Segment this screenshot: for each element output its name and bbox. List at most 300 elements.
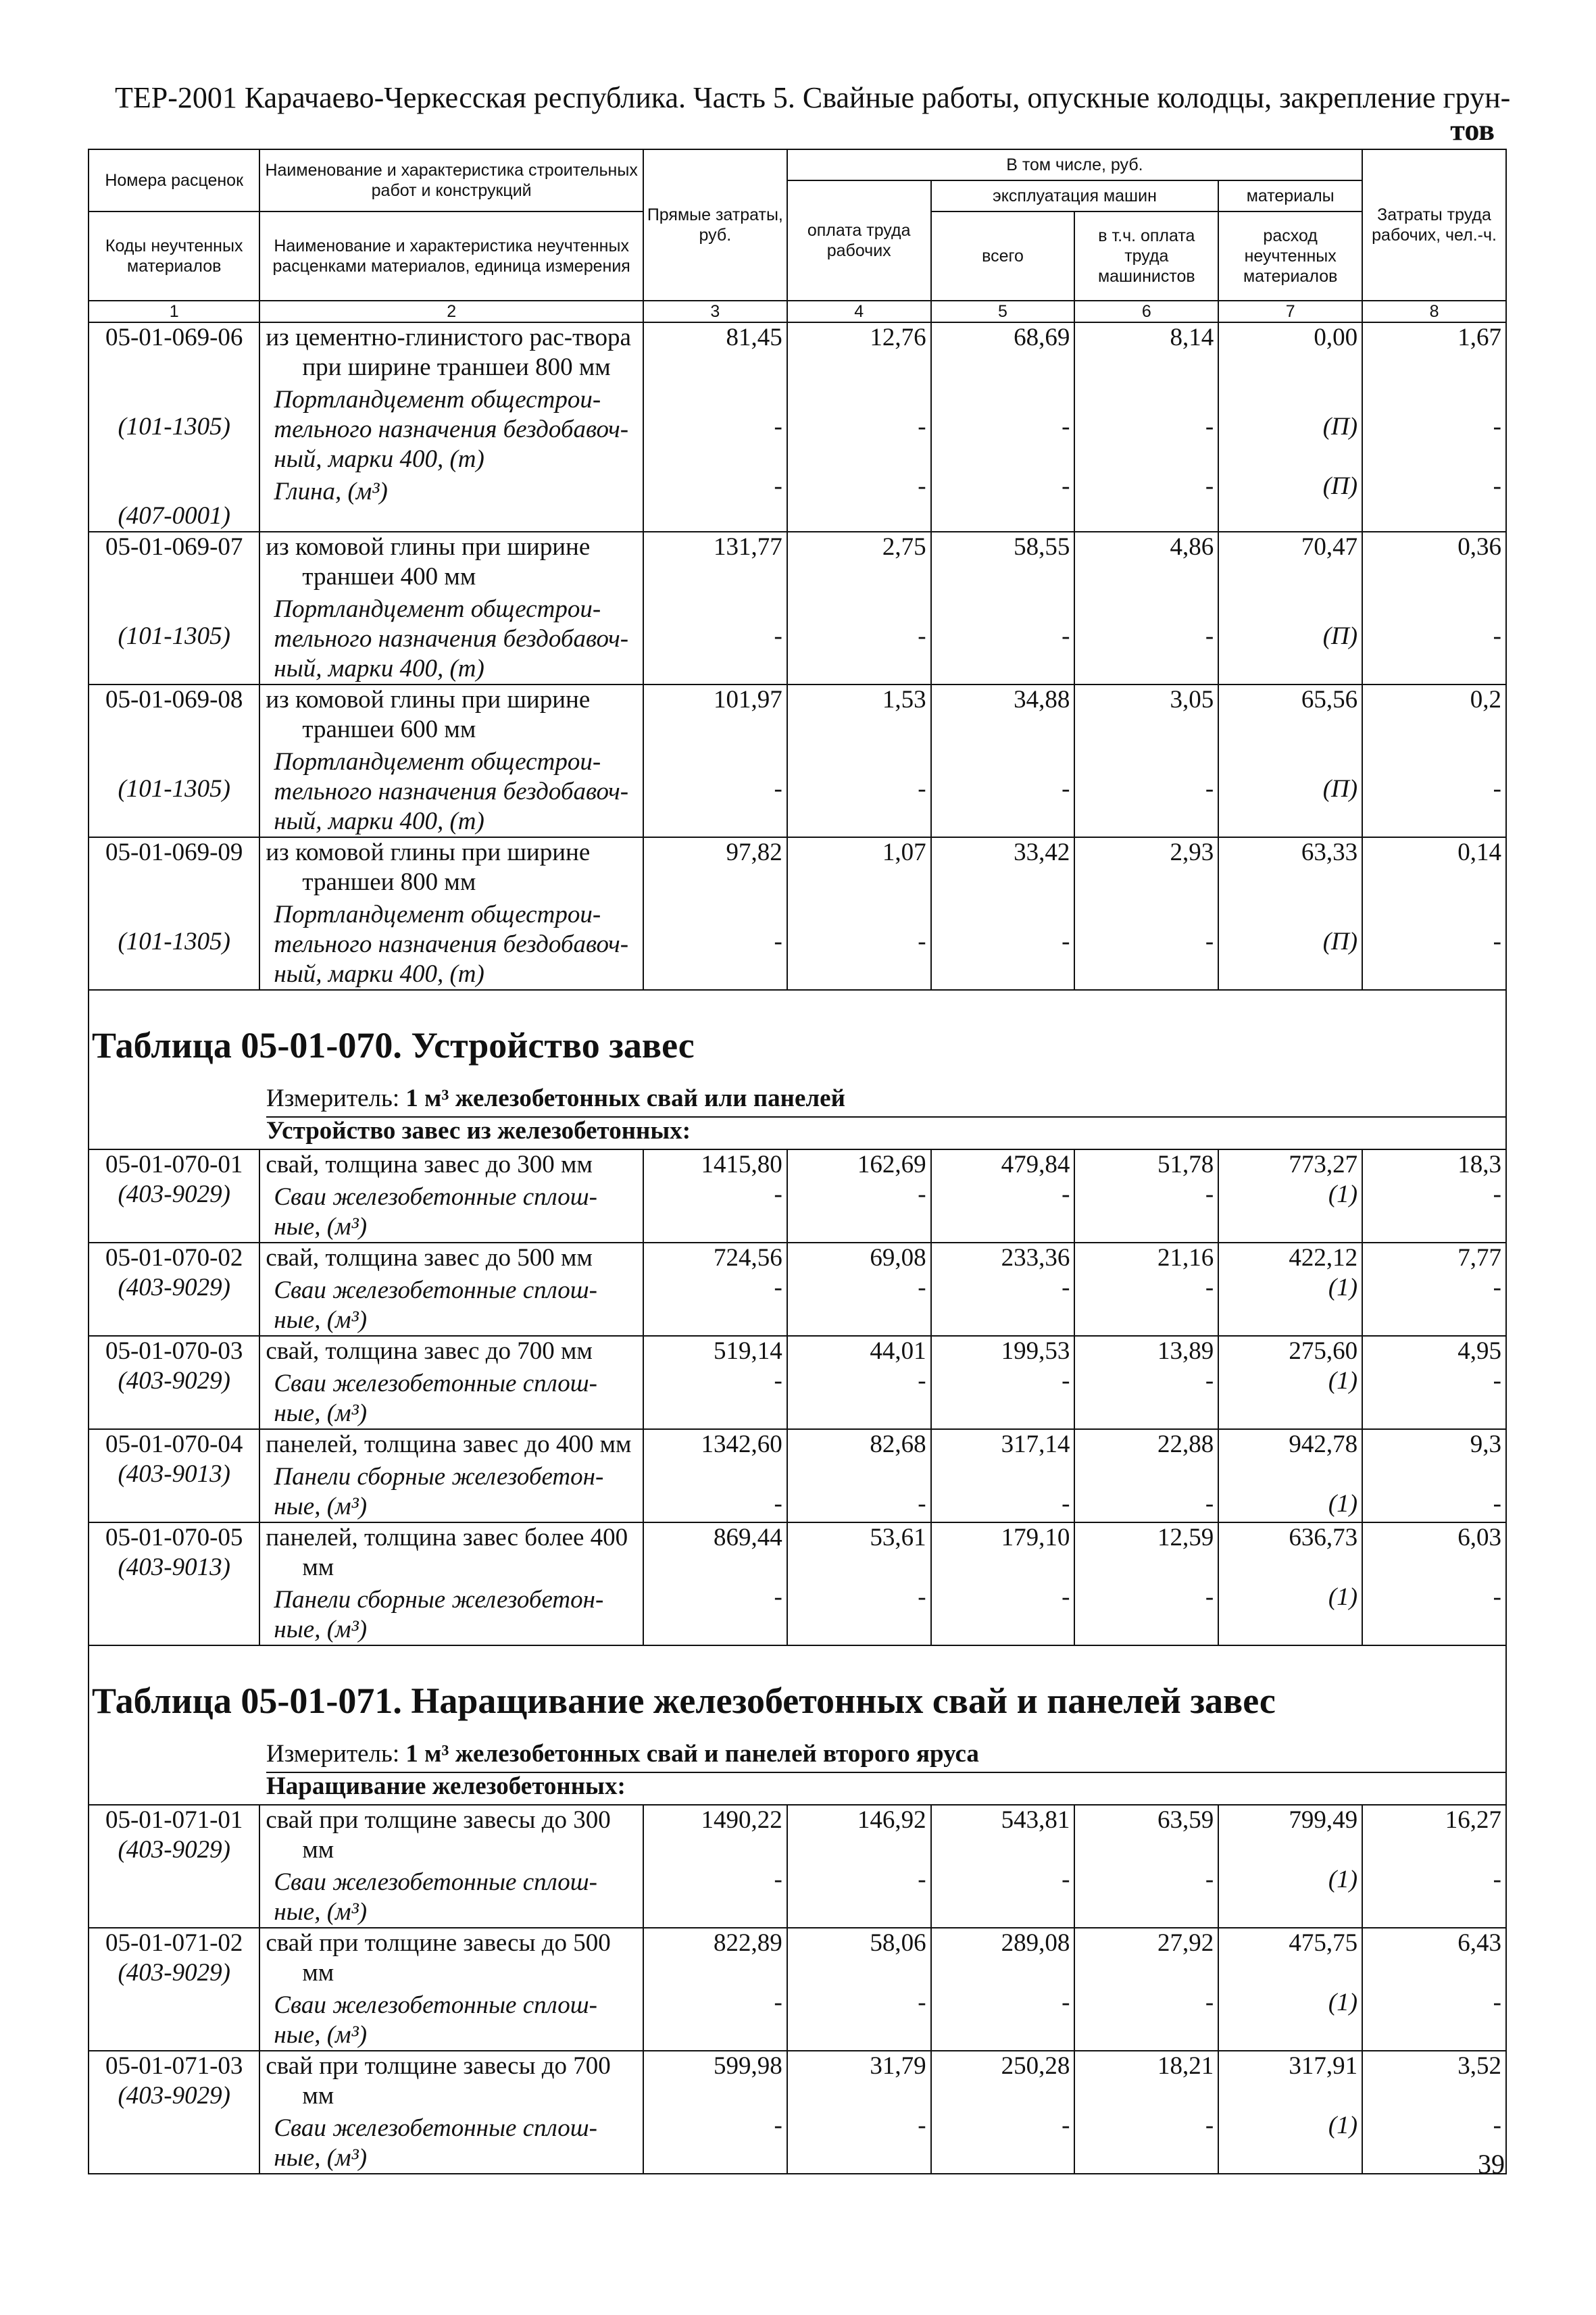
column-numbers-row xyxy=(89,301,1506,322)
cell-value xyxy=(1218,1429,1362,1522)
value: 81,45 xyxy=(726,324,782,351)
dash: - xyxy=(1205,1180,1214,1208)
table-row xyxy=(89,1429,1506,1522)
cell-value xyxy=(1218,837,1362,990)
cell-value xyxy=(1362,1336,1506,1429)
rate-code: 05-01-070-02 xyxy=(105,1244,243,1272)
value: 773,27 xyxy=(1289,1151,1358,1178)
cell-value xyxy=(1074,1149,1218,1243)
col-direct-header: Прямые затраты, руб. xyxy=(643,149,787,301)
col-num: 1 xyxy=(89,301,259,322)
cell-name xyxy=(259,1243,643,1336)
measure-prefix: Измеритель: xyxy=(266,1085,406,1112)
value: 97,82 xyxy=(726,839,782,866)
value: 31,79 xyxy=(870,2052,926,2080)
cell-name xyxy=(259,1522,643,1645)
rule-line xyxy=(266,1772,1507,1773)
dash: - xyxy=(774,622,782,650)
table-row xyxy=(89,684,1506,837)
cell-value xyxy=(643,1928,787,2051)
value: 1490,22 xyxy=(701,1806,782,1834)
value: 18,3 xyxy=(1457,1151,1501,1178)
table-row xyxy=(89,1149,1506,1243)
dash: - xyxy=(1062,928,1070,955)
cell-value xyxy=(643,684,787,837)
value: 3,05 xyxy=(1170,686,1214,714)
value: 724,56 xyxy=(714,1244,782,1272)
value: 16,27 xyxy=(1445,1806,1501,1834)
value: 2,75 xyxy=(882,533,926,561)
cell-value xyxy=(931,322,1075,532)
machines-header: эксплуатация машин xyxy=(931,180,1219,211)
material-flag: (П) xyxy=(1322,775,1358,803)
material-name: Панели сборные железобетон-ные, (м³) xyxy=(274,1586,604,1643)
dash: - xyxy=(774,1274,782,1301)
table-row xyxy=(89,1928,1506,2051)
value: 65,56 xyxy=(1301,686,1358,714)
cell-value xyxy=(643,1336,787,1429)
material-name: Сваи железобетонные сплош-ные, (м³) xyxy=(274,2114,597,2172)
material-code: (403-9013) xyxy=(118,1553,230,1581)
value: 942,78 xyxy=(1289,1430,1358,1458)
dash: - xyxy=(774,1989,782,2016)
material-code: (403-9029) xyxy=(118,2082,230,2110)
dash: - xyxy=(774,1367,782,1395)
value: 179,10 xyxy=(1001,1524,1070,1551)
material-code: (407-0001) xyxy=(118,502,230,530)
col-num: 4 xyxy=(787,301,931,322)
cell-value xyxy=(787,322,931,532)
rate-code: 05-01-070-05 xyxy=(105,1524,243,1551)
cell-value xyxy=(1362,322,1506,532)
dash: - xyxy=(1493,1180,1501,1208)
dash: - xyxy=(1205,1490,1214,1518)
col-workers-header: Затраты труда рабочих, чел.-ч. xyxy=(1362,149,1506,301)
cell-value xyxy=(1218,532,1362,684)
value: 63,33 xyxy=(1301,839,1358,866)
cell-value xyxy=(1074,837,1218,990)
dash: - xyxy=(1205,1583,1214,1611)
cell-code xyxy=(89,1928,259,2051)
dash: - xyxy=(918,472,926,500)
dash: - xyxy=(1062,1180,1070,1208)
value: 275,60 xyxy=(1289,1337,1358,1365)
material-code: (403-9029) xyxy=(118,1836,230,1864)
material-name: Портландцемент общестрои-тельного назначения бездобавоч-ный, марки 400, (т) xyxy=(274,748,629,835)
value: 479,84 xyxy=(1001,1151,1070,1178)
value: 519,14 xyxy=(714,1337,782,1365)
dash: - xyxy=(1062,1583,1070,1611)
value: 0,00 xyxy=(1314,324,1358,351)
value: 18,21 xyxy=(1157,2052,1214,2080)
value: 475,75 xyxy=(1289,1929,1358,1957)
table-row xyxy=(89,2051,1506,2174)
material-name: Сваи железобетонные сплош-ные, (м³) xyxy=(274,1370,597,1427)
cell-value xyxy=(1362,684,1506,837)
page-number: 39 xyxy=(1478,2149,1505,2179)
cell-value xyxy=(1074,1429,1218,1522)
value: 233,36 xyxy=(1001,1244,1070,1272)
cell-value xyxy=(1218,1336,1362,1429)
value: 12,76 xyxy=(870,324,926,351)
value: 51,78 xyxy=(1157,1151,1214,1178)
cell-value xyxy=(1074,532,1218,684)
work-name: свай при толщине завесы до 700 мм xyxy=(266,2052,611,2110)
cell-value xyxy=(1362,1429,1506,1522)
table-row xyxy=(89,1805,1506,1928)
col-num: 7 xyxy=(1218,301,1362,322)
cell-value xyxy=(643,1522,787,1645)
rate-code: 05-01-071-02 xyxy=(105,1929,243,1957)
dash: - xyxy=(1062,1490,1070,1518)
cell-value xyxy=(1074,1805,1218,1928)
rate-code: 05-01-069-09 xyxy=(105,839,243,866)
material-code: (403-9029) xyxy=(118,1274,230,1301)
cell-value xyxy=(643,1429,787,1522)
cell-value xyxy=(1218,684,1362,837)
value: 53,61 xyxy=(870,1524,926,1551)
rate-code: 05-01-070-04 xyxy=(105,1430,243,1458)
rate-code: 05-01-071-03 xyxy=(105,2052,243,2080)
material-flag: (1) xyxy=(1328,1490,1358,1518)
value: 599,98 xyxy=(714,2052,782,2080)
value: 1,53 xyxy=(882,686,926,714)
dash: - xyxy=(918,1274,926,1301)
cell-code xyxy=(89,1522,259,1645)
dash: - xyxy=(1062,1866,1070,1893)
value: 2,93 xyxy=(1170,839,1214,866)
price-table-070 xyxy=(88,1149,1507,1646)
value: 68,69 xyxy=(1014,324,1070,351)
material-code: (403-9029) xyxy=(118,1959,230,1987)
dash: - xyxy=(1205,1989,1214,2016)
material-code: (101-1305) xyxy=(118,622,230,650)
value: 1,67 xyxy=(1457,324,1501,351)
cell-value xyxy=(1074,1928,1218,2051)
value: 317,14 xyxy=(1001,1430,1070,1458)
running-header-continuation: тов xyxy=(1450,114,1495,147)
value: 44,01 xyxy=(870,1337,926,1365)
dash: - xyxy=(1205,775,1214,803)
cell-value xyxy=(931,2051,1075,2174)
cell-value xyxy=(1074,322,1218,532)
cell-value xyxy=(931,532,1075,684)
value: 9,3 xyxy=(1470,1430,1501,1458)
cell-value xyxy=(1218,1805,1362,1928)
cell-value xyxy=(643,837,787,990)
dash: - xyxy=(774,472,782,500)
dash: - xyxy=(774,775,782,803)
cell-value xyxy=(787,1928,931,2051)
material-code: (403-9029) xyxy=(118,1367,230,1395)
material-code: (101-1305) xyxy=(118,775,230,803)
cell-value xyxy=(1218,1149,1362,1243)
cell-value xyxy=(1074,1243,1218,1336)
cell-value xyxy=(1218,1522,1362,1645)
cell-value xyxy=(1362,1805,1506,1928)
cell-value xyxy=(1074,1522,1218,1645)
work-name: свай, толщина завес до 700 мм xyxy=(266,1337,593,1365)
value: 27,92 xyxy=(1157,1929,1214,1957)
cell-value xyxy=(787,1805,931,1928)
material-flag: (1) xyxy=(1328,1367,1358,1395)
dash: - xyxy=(774,928,782,955)
col-name-header: Наименование и характеристика строительных работ и конструкций xyxy=(259,149,643,211)
material-name: Портландцемент общестрои-тельного назначения бездобавоч-ный, марки 400, (т) xyxy=(274,386,629,473)
material-flag: (1) xyxy=(1328,2112,1358,2139)
value: 4,86 xyxy=(1170,533,1214,561)
cell-code xyxy=(89,1243,259,1336)
cell-code xyxy=(89,684,259,837)
cell-value xyxy=(1362,1243,1506,1336)
cell-code xyxy=(89,1429,259,1522)
value: 146,92 xyxy=(857,1806,926,1834)
dash: - xyxy=(1205,413,1214,441)
value: 70,47 xyxy=(1301,533,1358,561)
value: 422,12 xyxy=(1289,1244,1358,1272)
value: 317,91 xyxy=(1289,2052,1358,2080)
cell-value xyxy=(931,837,1075,990)
dash: - xyxy=(774,1583,782,1611)
dash: - xyxy=(918,2112,926,2139)
dash: - xyxy=(1493,1866,1501,1893)
dash: - xyxy=(1062,1989,1070,2016)
measure-unit: 1 м³ железобетонных свай или панелей xyxy=(405,1085,845,1112)
material-name: Панели сборные железобетон-ные, (м³) xyxy=(274,1463,604,1520)
value: 162,69 xyxy=(857,1151,926,1178)
cell-value xyxy=(787,1522,931,1645)
cell-value xyxy=(1218,322,1362,532)
work-name: из комовой глины при ширине траншеи 800 мм xyxy=(266,839,591,896)
cell-value xyxy=(1362,1522,1506,1645)
cell-value xyxy=(643,532,787,684)
col-codes-header: Номера расценок xyxy=(89,149,259,211)
value: 6,43 xyxy=(1457,1929,1501,1957)
table-row xyxy=(89,837,1506,990)
dash: - xyxy=(1493,413,1501,441)
rule-line xyxy=(266,1116,1507,1118)
dash: - xyxy=(1062,2112,1070,2139)
cell-name xyxy=(259,1336,643,1429)
cell-code xyxy=(89,837,259,990)
cell-value xyxy=(787,1429,931,1522)
table-070-frame xyxy=(88,991,1507,1149)
dash: - xyxy=(1062,1367,1070,1395)
cell-value xyxy=(931,1429,1075,1522)
rate-code: 05-01-069-07 xyxy=(105,533,243,561)
dash: - xyxy=(918,775,926,803)
work-name: свай при толщине завесы до 500 мм xyxy=(266,1929,611,1987)
material-flag: (1) xyxy=(1328,1989,1358,2016)
cell-value xyxy=(787,1336,931,1429)
cell-value xyxy=(787,2051,931,2174)
material-flag: (1) xyxy=(1328,1583,1358,1611)
value: 34,88 xyxy=(1014,686,1070,714)
value: 250,28 xyxy=(1001,2052,1070,2080)
dash: - xyxy=(1493,1583,1501,1611)
cell-value xyxy=(787,1149,931,1243)
value: 0,14 xyxy=(1457,839,1501,866)
material-flag: (П) xyxy=(1322,472,1358,500)
table-071-frame xyxy=(88,1646,1507,1804)
dash: - xyxy=(1062,775,1070,803)
dash: - xyxy=(918,622,926,650)
cell-value xyxy=(1218,1928,1362,2051)
measure-unit: 1 м³ железобетонных свай и панелей второго яруса xyxy=(405,1740,979,1768)
material-name: Сваи железобетонные сплош-ные, (м³) xyxy=(274,1991,597,2049)
cell-value xyxy=(643,1243,787,1336)
value: 1,07 xyxy=(882,839,926,866)
dash: - xyxy=(1205,622,1214,650)
dash: - xyxy=(1493,928,1501,955)
work-name: из комовой глины при ширине траншеи 600 мм xyxy=(266,686,591,743)
cell-value xyxy=(1362,1149,1506,1243)
dash: - xyxy=(918,1490,926,1518)
value: 8,14 xyxy=(1170,324,1214,351)
col-name-header-2: Наименование и характеристика неучтенных расценками материалов, единица измерения xyxy=(259,211,643,301)
table-070-section: Устройство завес из железобетонных: xyxy=(266,1117,691,1145)
material-flag: (1) xyxy=(1328,1274,1358,1301)
value: 101,97 xyxy=(714,686,782,714)
dash: - xyxy=(774,413,782,441)
value: 63,59 xyxy=(1157,1806,1214,1834)
value: 6,03 xyxy=(1457,1524,1501,1551)
cell-value xyxy=(787,1243,931,1336)
material-code: (403-9029) xyxy=(118,1180,230,1208)
value: 3,52 xyxy=(1457,2052,1501,2080)
dash: - xyxy=(1205,928,1214,955)
cell-code xyxy=(89,322,259,532)
rate-code: 05-01-071-01 xyxy=(105,1806,243,1834)
dash: - xyxy=(1493,1367,1501,1395)
work-name: свай, толщина завес до 500 мм xyxy=(266,1244,593,1272)
col-num: 5 xyxy=(931,301,1075,322)
cell-value xyxy=(931,1805,1075,1928)
cell-name xyxy=(259,1928,643,2051)
material-flag: (П) xyxy=(1322,622,1358,650)
material-name: Глина, (м³) xyxy=(274,478,388,505)
materials-header: материалы xyxy=(1218,180,1362,211)
dash: - xyxy=(918,1989,926,2016)
cell-value xyxy=(931,1336,1075,1429)
rate-code: 05-01-069-06 xyxy=(105,324,243,351)
cell-name xyxy=(259,532,643,684)
dash: - xyxy=(918,1180,926,1208)
dash: - xyxy=(1205,1367,1214,1395)
dash: - xyxy=(774,1866,782,1893)
running-header: ТЕР-2001 Карачаево-Черкесская республика. Часть 5. Свайные работы, опускные колодцы, закрепление грун- xyxy=(115,81,1511,114)
dash: - xyxy=(1493,1989,1501,2016)
cell-value xyxy=(1218,1243,1362,1336)
material-name: Сваи железобетонные сплош-ные, (м³) xyxy=(274,1868,597,1926)
col-num: 6 xyxy=(1074,301,1218,322)
material-name: Портландцемент общестрои-тельного назначения бездобавоч-ный, марки 400, (т) xyxy=(274,595,629,682)
cell-value xyxy=(931,1928,1075,2051)
value: 22,88 xyxy=(1157,1430,1214,1458)
cell-value xyxy=(931,684,1075,837)
cell-value xyxy=(787,684,931,837)
col-mach-total-header: всего xyxy=(931,211,1075,301)
value: 58,06 xyxy=(870,1929,926,1957)
material-flag: (П) xyxy=(1322,413,1358,441)
dash: - xyxy=(1062,1274,1070,1301)
cell-name xyxy=(259,322,643,532)
cell-value xyxy=(931,1243,1075,1336)
dash: - xyxy=(1062,622,1070,650)
dash: - xyxy=(918,1583,926,1611)
value: 21,16 xyxy=(1157,1244,1214,1272)
material-name: Сваи железобетонные сплош-ные, (м³) xyxy=(274,1183,597,1241)
cell-value xyxy=(931,1149,1075,1243)
col-codes-header-2: Коды неучтенных материалов xyxy=(89,211,259,301)
value: 0,36 xyxy=(1457,533,1501,561)
incl-header: В том числе, руб. xyxy=(787,149,1362,180)
cell-value xyxy=(1074,2051,1218,2174)
cell-code xyxy=(89,532,259,684)
material-flag: (1) xyxy=(1328,1180,1358,1208)
value: 12,59 xyxy=(1157,1524,1214,1551)
cell-name xyxy=(259,1805,643,1928)
dash: - xyxy=(1205,1274,1214,1301)
value: 1415,80 xyxy=(701,1151,782,1178)
work-name: из комовой глины при ширине траншеи 400 мм xyxy=(266,533,591,591)
material-name: Портландцемент общестрои-тельного назначения бездобавоч-ный, марки 400, (т) xyxy=(274,901,629,988)
value: 543,81 xyxy=(1001,1806,1070,1834)
col-num: 3 xyxy=(643,301,787,322)
col-labor-header: оплата труда рабочих xyxy=(787,180,931,301)
col-mach-labor-header: в т.ч. оплата труда машинистов xyxy=(1074,211,1218,301)
price-table-071 xyxy=(88,1804,1507,2174)
cell-value xyxy=(1074,1336,1218,1429)
dash: - xyxy=(1205,472,1214,500)
value: 58,55 xyxy=(1014,533,1070,561)
table-row xyxy=(89,322,1506,532)
dash: - xyxy=(774,1490,782,1518)
value: 199,53 xyxy=(1001,1337,1070,1365)
cell-value xyxy=(787,837,931,990)
value: 82,68 xyxy=(870,1430,926,1458)
material-code: (101-1305) xyxy=(118,928,230,955)
cell-value xyxy=(643,322,787,532)
table-row xyxy=(89,1336,1506,1429)
cell-value xyxy=(931,1522,1075,1645)
cell-name xyxy=(259,837,643,990)
dash: - xyxy=(1493,775,1501,803)
table-071-section: Наращивание железобетонных: xyxy=(266,1772,626,1800)
cell-name xyxy=(259,1149,643,1243)
dash: - xyxy=(774,2112,782,2139)
dash: - xyxy=(1493,1490,1501,1518)
price-table-069 xyxy=(88,149,1507,991)
table-071-title: Таблица 05-01-071. Наращивание железобетонных свай и панелей завес xyxy=(92,1681,1276,1721)
value: 131,77 xyxy=(714,533,782,561)
cell-value xyxy=(1362,532,1506,684)
value: 636,73 xyxy=(1289,1524,1358,1551)
value: 822,89 xyxy=(714,1929,782,1957)
cell-name xyxy=(259,1429,643,1522)
dash: - xyxy=(918,413,926,441)
cell-value xyxy=(1218,2051,1362,2174)
cell-name xyxy=(259,684,643,837)
table-row xyxy=(89,532,1506,684)
cell-code xyxy=(89,1805,259,1928)
material-flag: (1) xyxy=(1328,1866,1358,1893)
col-mat-expense-header: расход неучтенных материалов xyxy=(1218,211,1362,301)
cell-code xyxy=(89,1149,259,1243)
work-name: панелей, толщина завес до 400 мм xyxy=(266,1430,632,1458)
measure-prefix: Измеритель: xyxy=(266,1740,406,1768)
table-row xyxy=(89,1522,1506,1645)
